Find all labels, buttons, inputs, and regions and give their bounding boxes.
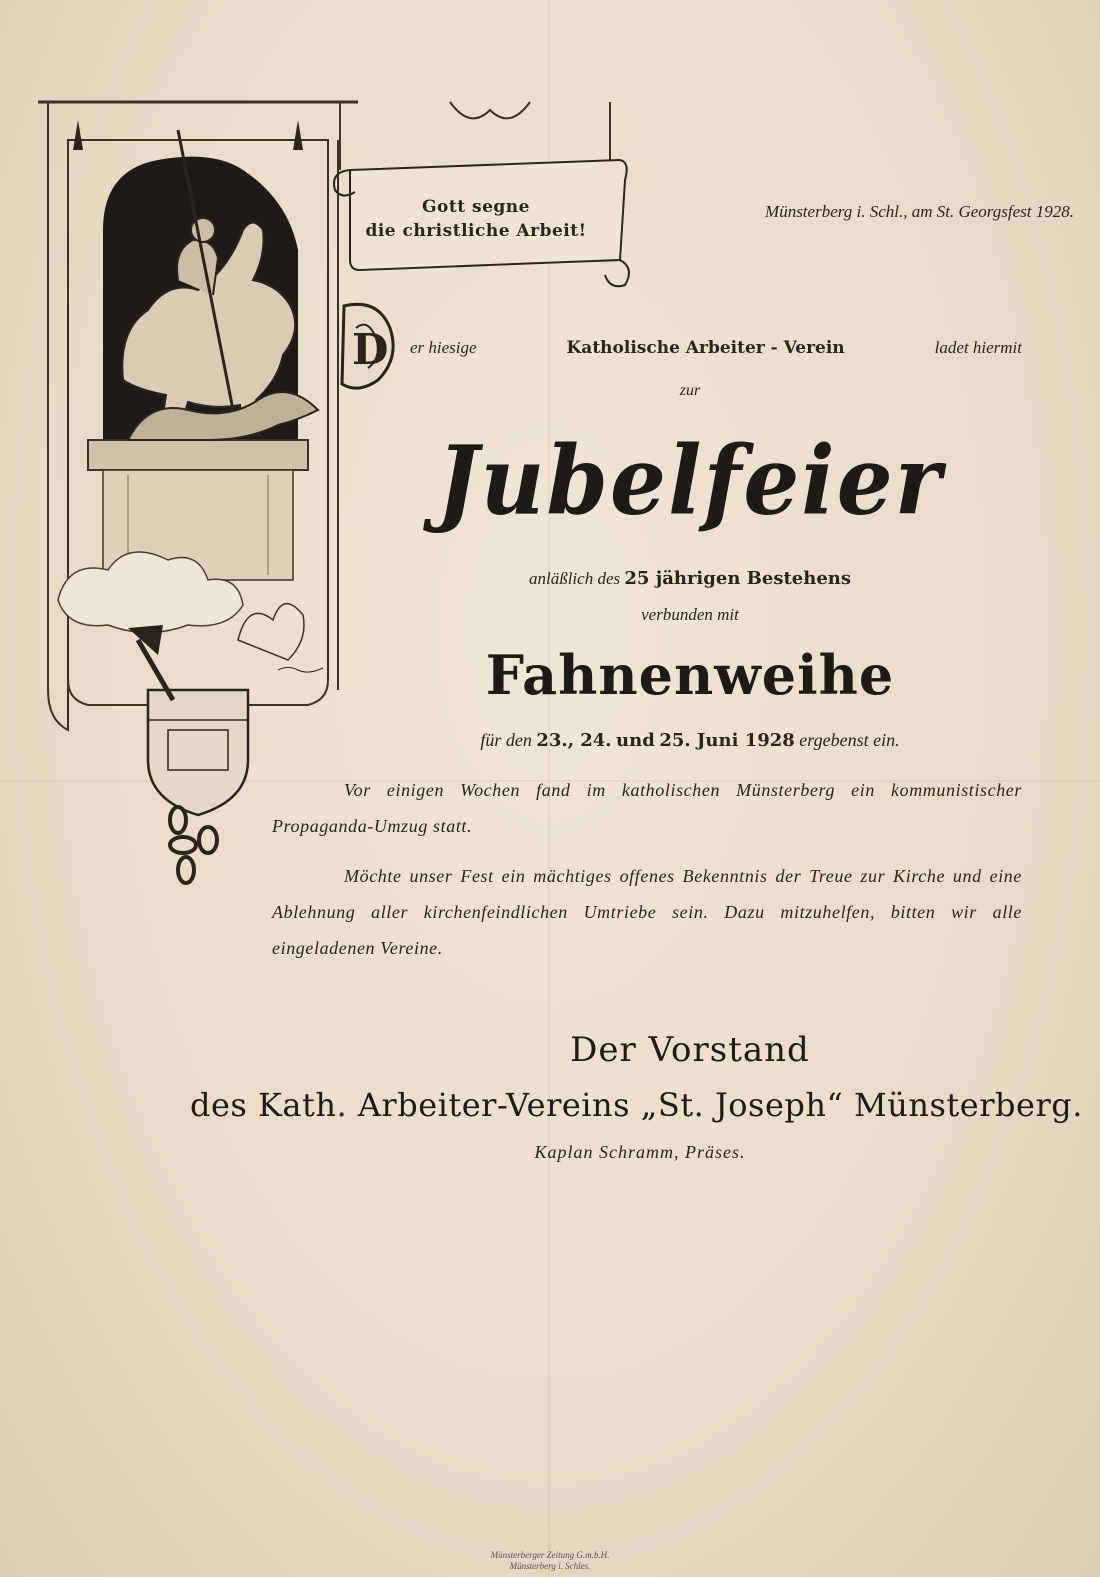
banner-motto [352,195,600,243]
place-date: Münsterberg i. Schl., am St. Georgsfest 1928. [765,202,1074,221]
occasion-emphasis: 25 jährigen Bestehens [624,568,851,589]
printer-line-1: Münsterberger Zeitung G.m.b.H. [490,1550,610,1560]
signature-association: des Kath. Arbeiter-Vereins „St. Joseph“ Münsterberg. [190,1086,1083,1124]
dates-day-2: 25. Juni 1928 [659,730,795,751]
initial-letter: D [352,325,389,374]
paragraph-2-text: Möchte unser Fest ein mächtiges offenes Bekenntnis der Treue zur Kirche und eine Ablehnung aller kirchenfeindlichen Umtriebe sein. Dazu mitzuhelfen, bitten wir alle eingeladenen Vereine. [272,866,1022,958]
dates-day-1: 23., 24. [536,730,612,751]
printer-imprint [420,1550,680,1572]
signature-chaplain: Kaplan Schramm, Präses. [534,1142,746,1162]
intro-part-1: er hiesige [410,338,477,357]
decorated-initial [338,298,400,394]
printer-line-2: Münsterberg i. Schles. [509,1561,591,1571]
intro-zur: zur [679,382,701,399]
paragraph-1 [272,772,1022,844]
connected-line: verbunden mit [641,605,739,624]
dates-line [410,730,970,751]
paragraph-2 [272,858,1022,966]
occasion-line [420,568,960,589]
sub-title: Fahnenweihe [485,643,895,707]
organization-name: Katholische Arbeiter - Verein [566,338,845,358]
dates-und: und [616,730,655,751]
banner-line-2: die christliche Arbeit! [365,221,587,241]
dates-part-2: ergebenst ein. [799,730,900,750]
main-title: Jubelfeier [436,423,944,537]
intro-part-2: ladet hiermit [934,338,1022,357]
banner-line-1: Gott segne [422,197,530,217]
paragraph-1-text: Vor einigen Wochen fand im katholischen Münsterberg ein kommunistischer Propaganda-Umzug statt. [272,780,1022,836]
signature-board: Der Vorstand [570,1030,810,1070]
intro-line [410,338,1022,358]
dates-part-1: für den [480,730,532,750]
occasion-part-1: anläßlich des [528,569,621,588]
